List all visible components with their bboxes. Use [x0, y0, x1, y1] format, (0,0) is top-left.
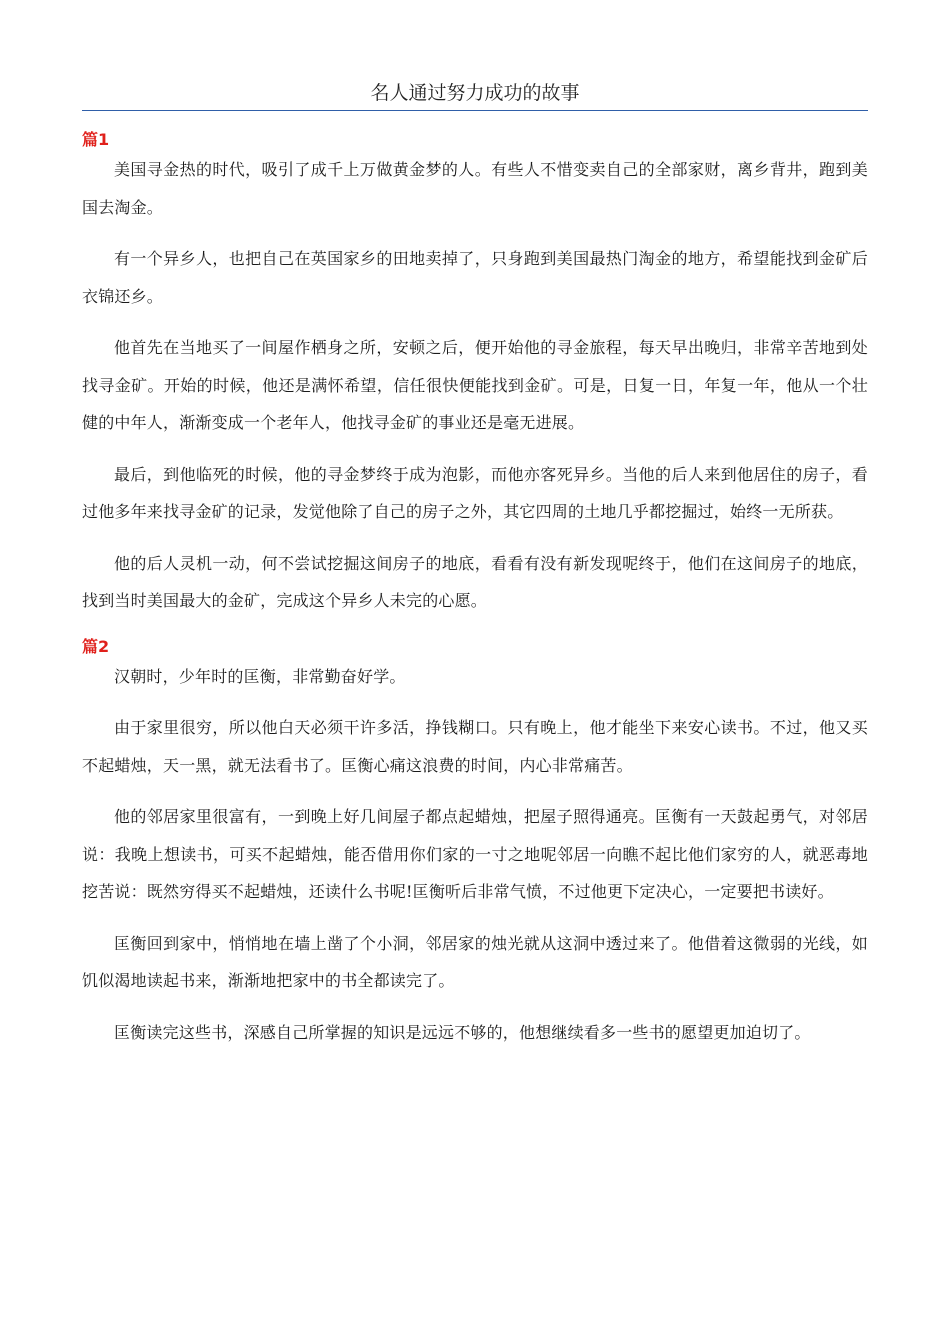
- paragraph: 匡衡读完这些书，深感自己所掌握的知识是远远不够的，他想继续看多一些书的愿望更加迫切了。: [114, 1022, 811, 1042]
- document-page: [82, 78, 868, 1051]
- section-1: [82, 129, 868, 620]
- paragraph: 他首先在当地买了一间屋作栖身之所，安顿之后，便开始他的寻金旅程，每天早出晚归，非常辛苦地到处找寻金矿。开始的时候，他还是满怀希望，信任很快便能找到金矿。可是，日复一日，年复一年，他从一个壮健的中年人，渐渐变成一个老年人，他找寻金矿的事业还是毫无进展。: [82, 338, 868, 432]
- document-title: 名人通过努力成功的故事: [370, 82, 580, 104]
- paragraph: 有一个异乡人，也把自己在英国家乡的田地卖掉了，只身跑到美国最热门淘金的地方，希望能找到金矿后衣锦还乡。: [82, 249, 868, 306]
- title-underline: [82, 110, 868, 111]
- paragraph: 他的后人灵机一动，何不尝试挖掘这间房子的地底，看看有没有新发现呢终于，他们在这间房子的地底，找到当时美国最大的金矿，完成这个异乡人未完的心愿。: [82, 553, 868, 610]
- paragraph: 汉朝时，少年时的匡衡，非常勤奋好学。: [114, 666, 406, 686]
- paragraph: 最后，到他临死的时候，他的寻金梦终于成为泡影，而他亦客死异乡。当他的后人来到他居住的房子，看过他多年来找寻金矿的记录，发觉他除了自己的房子之外，其它四周的土地几乎都挖掘过，始终一无所获。: [82, 464, 868, 521]
- section-heading: 篇1: [82, 130, 110, 149]
- section-2: [82, 636, 868, 1052]
- paragraph: 由于家里很穷，所以他白天必须干许多活，挣钱糊口。只有晚上，他才能坐下来安心读书。不过，他又买不起蜡烛，天一黑，就无法看书了。匡衡心痛这浪费的时间，内心非常痛苦。: [82, 718, 868, 775]
- paragraph: 美国寻金热的时代，吸引了成千上万做黄金梦的人。有些人不惜变卖自己的全部家财，离乡背井，跑到美国去淘金。: [82, 160, 868, 217]
- paragraph: 匡衡回到家中，悄悄地在墙上凿了个小洞，邻居家的烛光就从这洞中透过来了。他借着这微弱的光线，如饥似渴地读起书来，渐渐地把家中的书全都读完了。: [82, 933, 868, 990]
- section-heading: 篇2: [82, 636, 110, 656]
- paragraph: 他的邻居家里很富有，一到晚上好几间屋子都点起蜡烛，把屋子照得通亮。匡衡有一天鼓起勇气，对邻居说：我晚上想读书，可买不起蜡烛，能否借用你们家的一寸之地呢邻居一向瞧不起比他们家穷的人，就恶毒地挖苦说：既然穷得买不起蜡烛，还读什么书呢!匡衡听后非常气愤，不过他更下定决心，一定要把书读好。: [82, 807, 868, 901]
